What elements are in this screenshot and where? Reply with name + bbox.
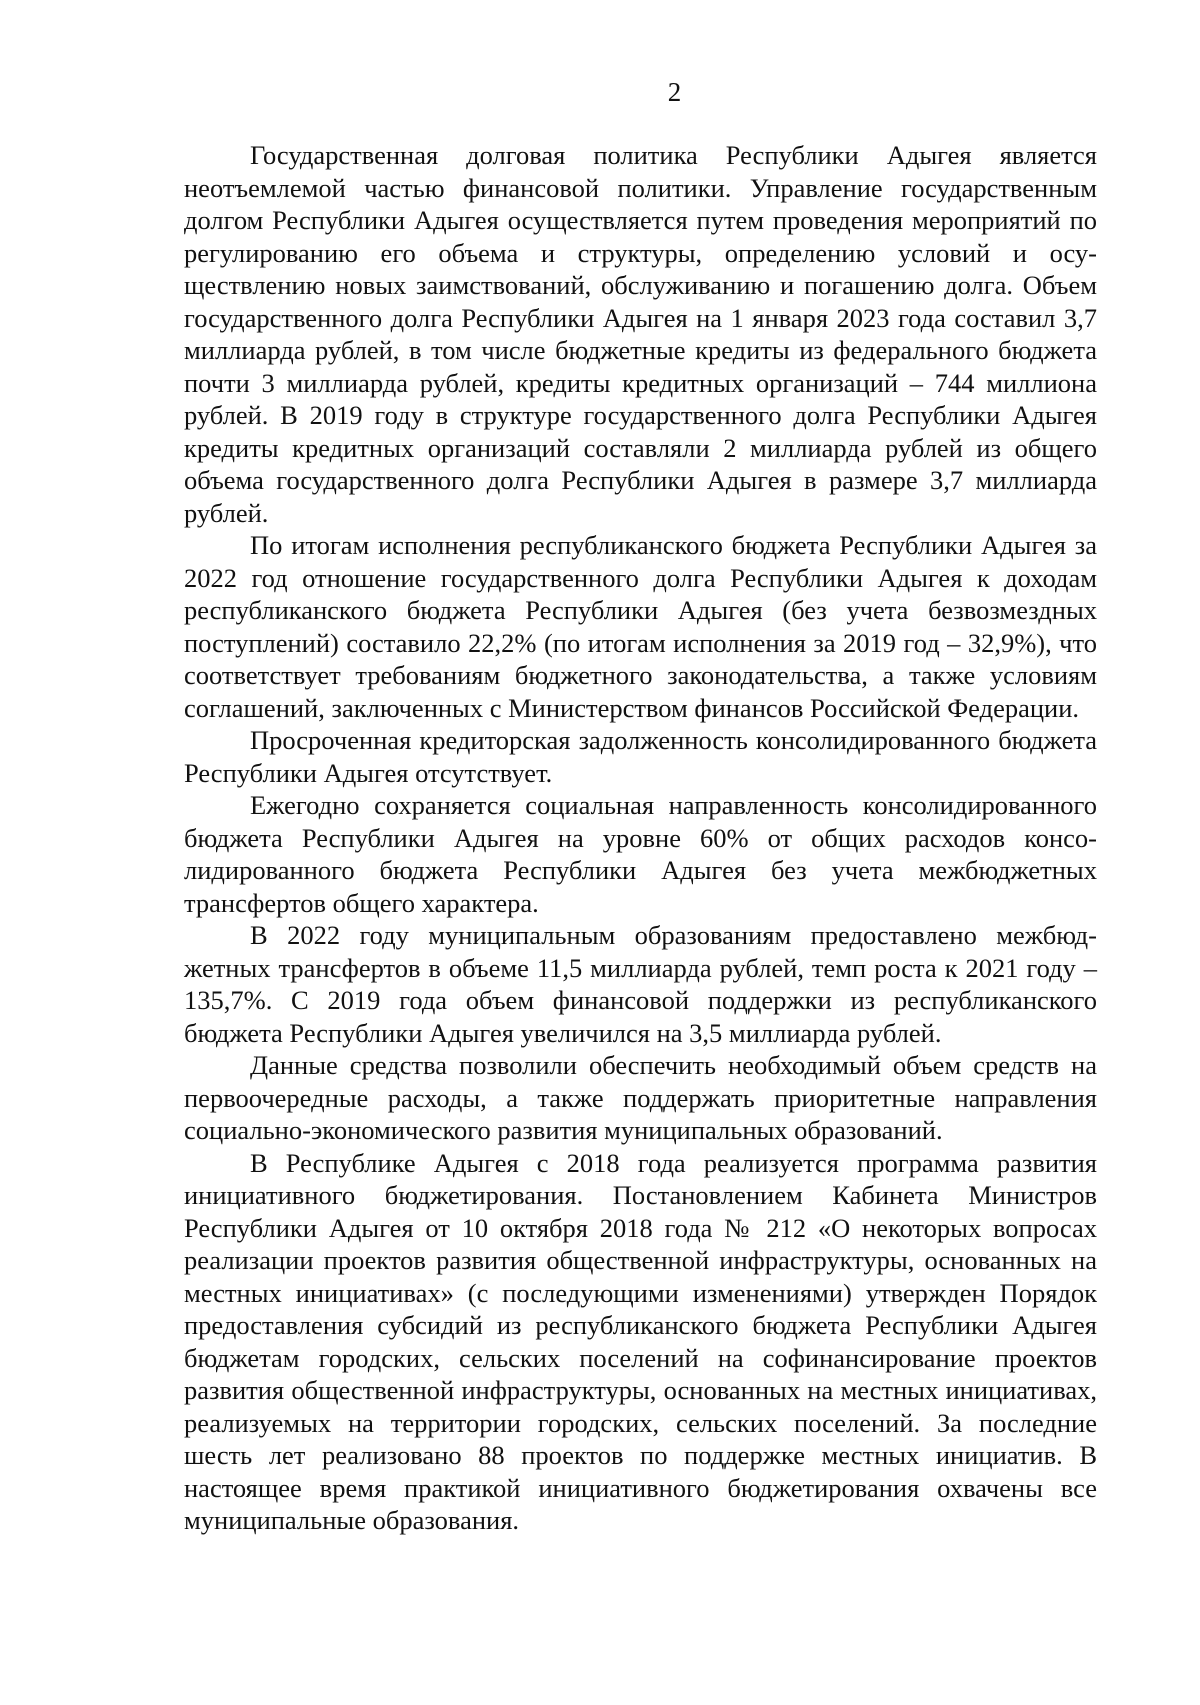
- paragraph-initiative-budgeting: В Республике Адыгея с 2018 года реализуется программа развития инициативного бюджетирования. Постановлением Кабинета Министров Республики Адыгея от 10 октября 2018 года № 212 «О некоторых вопросах реализации проектов развития общественной инфраструктуры, основанных на местных инициативах» (с последующими изменениями) утвержден Порядок предоставления субсидий из республиканского бюджета Республики Адыгея бюджетам городских, сельских поселений на софинансирование проектов развития общественной инфраструктуры, основанных на местных инициативах, реализуемых на территории городских, сельских поселений. За последние шесть лет реализовано 88 проектов по поддержке местных инициатив. В настоящее время практикой инициативного бюджетирования охвачены все муниципальные образования.: [184, 1147, 1097, 1535]
- paragraph-debt-policy: Государственная долговая политика Республики Адыгея является неотъемлемой частью финансовой политики. Управление государственным долгом Республики Адыгея осуществляется путем проведения мероприятий по регулированию его объема и структуры, определению условий и осуществлению новых заимствований, обслуживанию и погашению долга. Объем государственного долга Республики Адыгея на 1 января 2023 года составил 3,7 миллиарда рублей, в том числе бюджетные кредиты из федерального бюджета почти 3 миллиарда рублей, кредиты кредитных организаций – 744 миллиона рублей. В 2019 году в структуре государственного долга Республики Адыгея кредиты кредитных организаций составляли 2 миллиарда рублей из общего объема государственного долга Республики Адыгея в размере 3,7 миллиарда рублей.: [184, 140, 1097, 528]
- paragraph-transfers: В 2022 году муниципальным образованиям предоставлено межбюджетных трансфертов в объеме 11,5 миллиарда рублей, темп роста к 2021 году – 135,7%. С 2019 года объем финансовой поддержки из республиканского бюджета Республики Адыгея увеличился на 3,5 миллиарда рублей.: [184, 920, 1097, 1048]
- page-number: 2: [667, 77, 682, 107]
- paragraph-overdue-debt: Просроченная кредиторская задолженность консолидированного бюджета Республики Адыгея отсутствует.: [184, 725, 1097, 788]
- paragraph-budget-results: По итогам исполнения республиканского бюджета Республики Адыгея за 2022 год отношение государственного долга Республики Адыгея к доходам республиканского бюджета Республики Адыгея (без учета безвозмездных поступлений) составило 22,2% (по итогам исполнения за 2019 год – 32,9%), что соответствует требованиям бюджетного законодательства, а также условиям соглашений, заключенных с Министерством финансов Российской Федерации.: [184, 530, 1097, 723]
- paragraph-social-orientation: Ежегодно сохраняется социальная направленность консолидированного бюджета Республики Адыгея на уровне 60% от общих расходов консолидированного бюджета Республики Адыгея без учета межбюджетных трансфертов общего характера.: [184, 790, 1097, 918]
- paragraph-funds-use: Данные средства позволили обеспечить необходимый объем средств на первоочередные расходы, а также поддержать приоритетные направления социально-экономического развития муниципальных образований.: [184, 1050, 1097, 1145]
- document-body: [184, 139, 1097, 1537]
